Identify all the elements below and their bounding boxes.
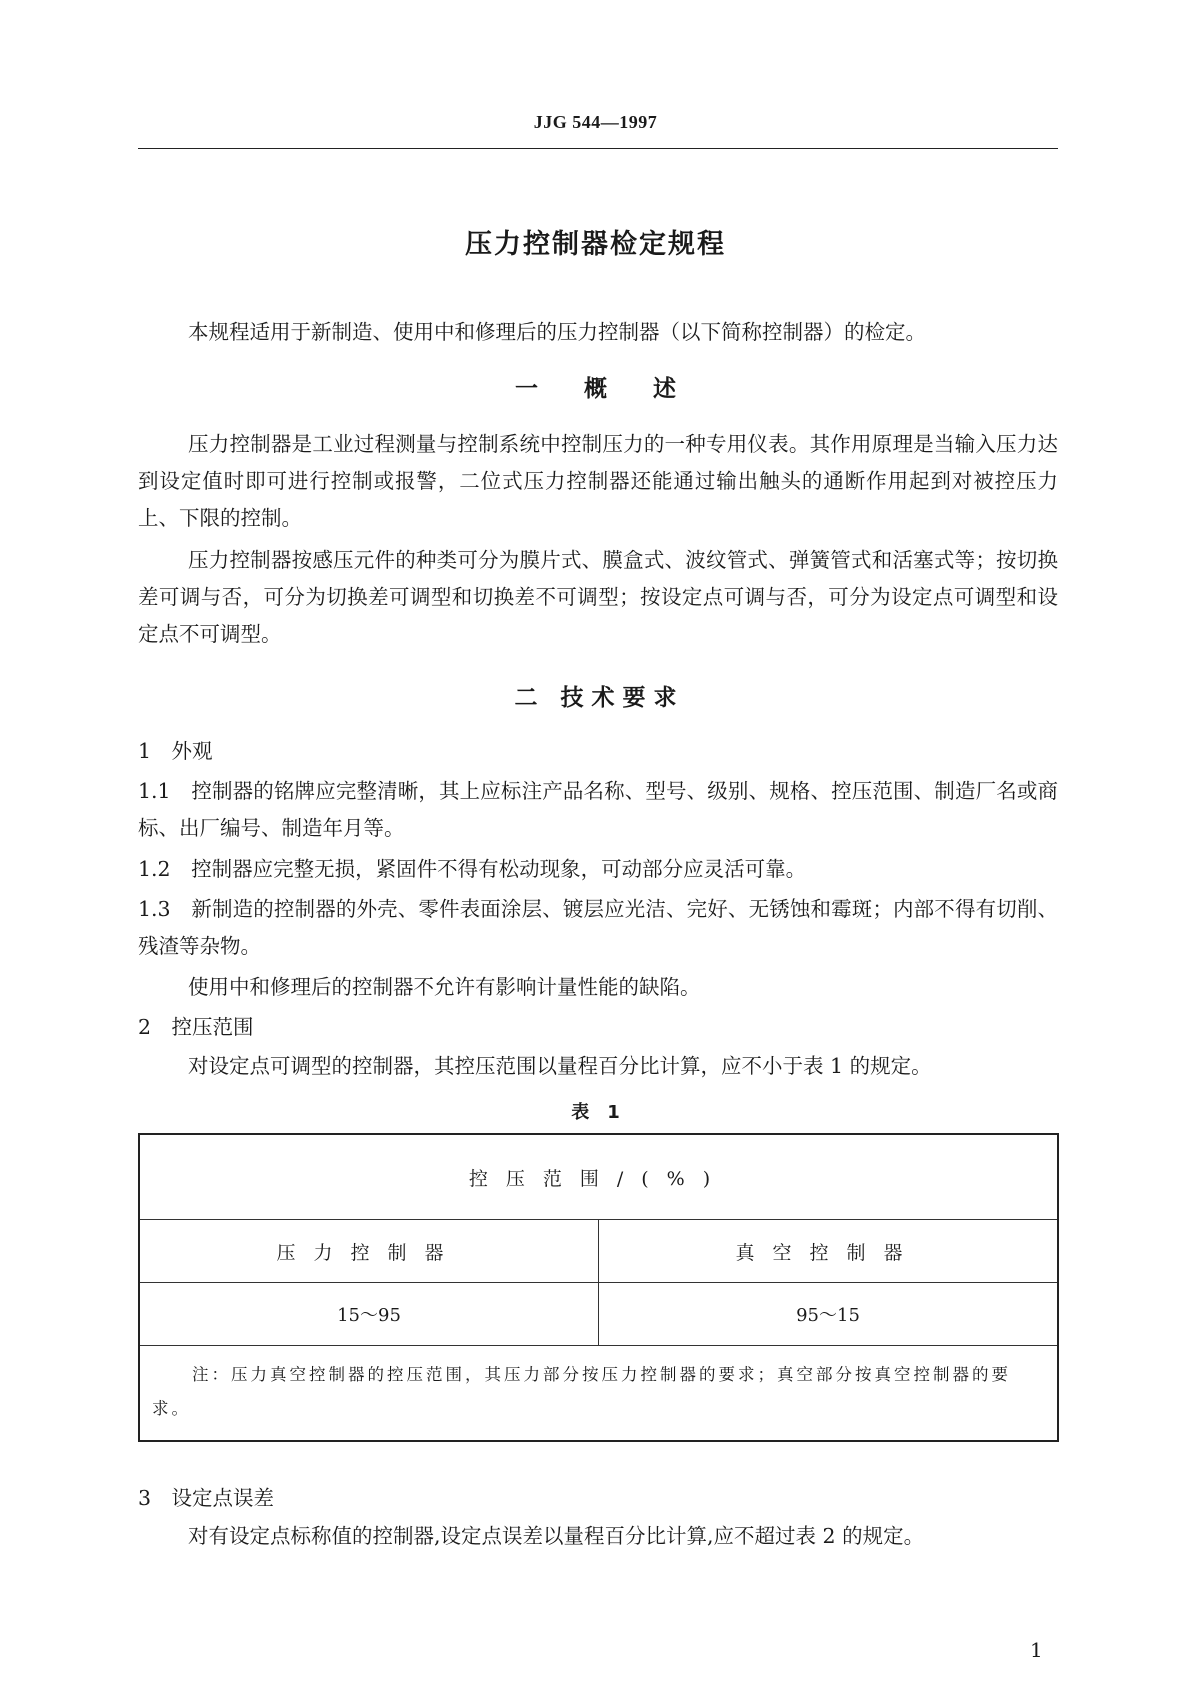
table-row: [139, 1346, 1058, 1442]
column-header-vacuum: 真空控制器: [599, 1220, 1059, 1283]
section-2-heading: 二 技 术 要 求: [514, 685, 677, 711]
document-title: 压力控制器检定规程: [465, 229, 726, 260]
item-1-title: 1 外观: [138, 739, 213, 763]
item-1-3-paragraph: 1.3 新制造的控制器的外壳、零件表面涂层、镀层应光洁、完好、无锈蚀和霉斑；内部不得有切削、残渣等杂物。: [138, 897, 1058, 958]
value-pressure-range: 15～95: [139, 1283, 599, 1346]
page-number: 1: [1030, 1638, 1043, 1662]
item-2-title: 2 控压范围: [138, 1015, 254, 1039]
intro-paragraph: 本规程适用于新制造、使用中和修理后的压力控制器（以下简称控制器）的检定。: [188, 320, 926, 344]
item-2-paragraph: 对设定点可调型的控制器，其控压范围以量程百分比计算，应不小于表 1 的规定。: [188, 1054, 932, 1078]
section-1-paragraph-1: 压力控制器是工业过程测量与控制系统中控制压力的一种专用仪表。其作用原理是当输入压力达到设定值时即可进行控制或报警，二位式压力控制器还能通过输出触头的通断作用起到对被控压力上、下限的控制。: [138, 432, 1058, 530]
document-code: JJG 544—1997: [533, 112, 658, 132]
item-3-title: 3 设定点误差: [138, 1486, 275, 1510]
table-note-cell: [139, 1346, 1058, 1442]
table-row: [139, 1220, 1058, 1283]
table-row: [139, 1283, 1058, 1346]
table-note: 注：压力真空控制器的控压范围，其压力部分按压力控制器的要求；真空部分按真空控制器的要求。: [152, 1365, 1011, 1418]
item-1-1-paragraph: 1.1 控制器的铭牌应完整清晰，其上应标注产品名称、型号、级别、规格、控压范围、制造厂名或商标、出厂编号、制造年月等。: [138, 779, 1058, 840]
item-1-3-continuation: 使用中和修理后的控制器不允许有影响计量性能的缺陷。: [188, 975, 701, 999]
table-1: [138, 1133, 1059, 1442]
table-row: [139, 1134, 1058, 1220]
item-1-2-paragraph: 1.2 控制器应完整无损，紧固件不得有松动现象，可动部分应灵活可靠。: [138, 857, 807, 881]
column-header-pressure: 压力控制器: [139, 1220, 599, 1283]
item-3-paragraph: 对有设定点标称值的控制器,设定点误差以量程百分比计算,应不超过表 2 的规定。: [188, 1524, 925, 1548]
header-divider: [138, 148, 1058, 149]
table-header-cell: 控压范围/(%): [139, 1134, 1058, 1220]
value-vacuum-range: 95～15: [599, 1283, 1059, 1346]
table-1-caption: 表 1: [571, 1102, 620, 1123]
section-1-heading: 一 概 述: [515, 376, 676, 402]
section-1-paragraph-2: 压力控制器按感压元件的种类可分为膜片式、膜盒式、波纹管式、弹簧管式和活塞式等；按切换差可调与否，可分为切换差可调型和切换差不可调型；按设定点可调与否，可分为设定点可调型和设定点不可调型。: [138, 548, 1058, 646]
